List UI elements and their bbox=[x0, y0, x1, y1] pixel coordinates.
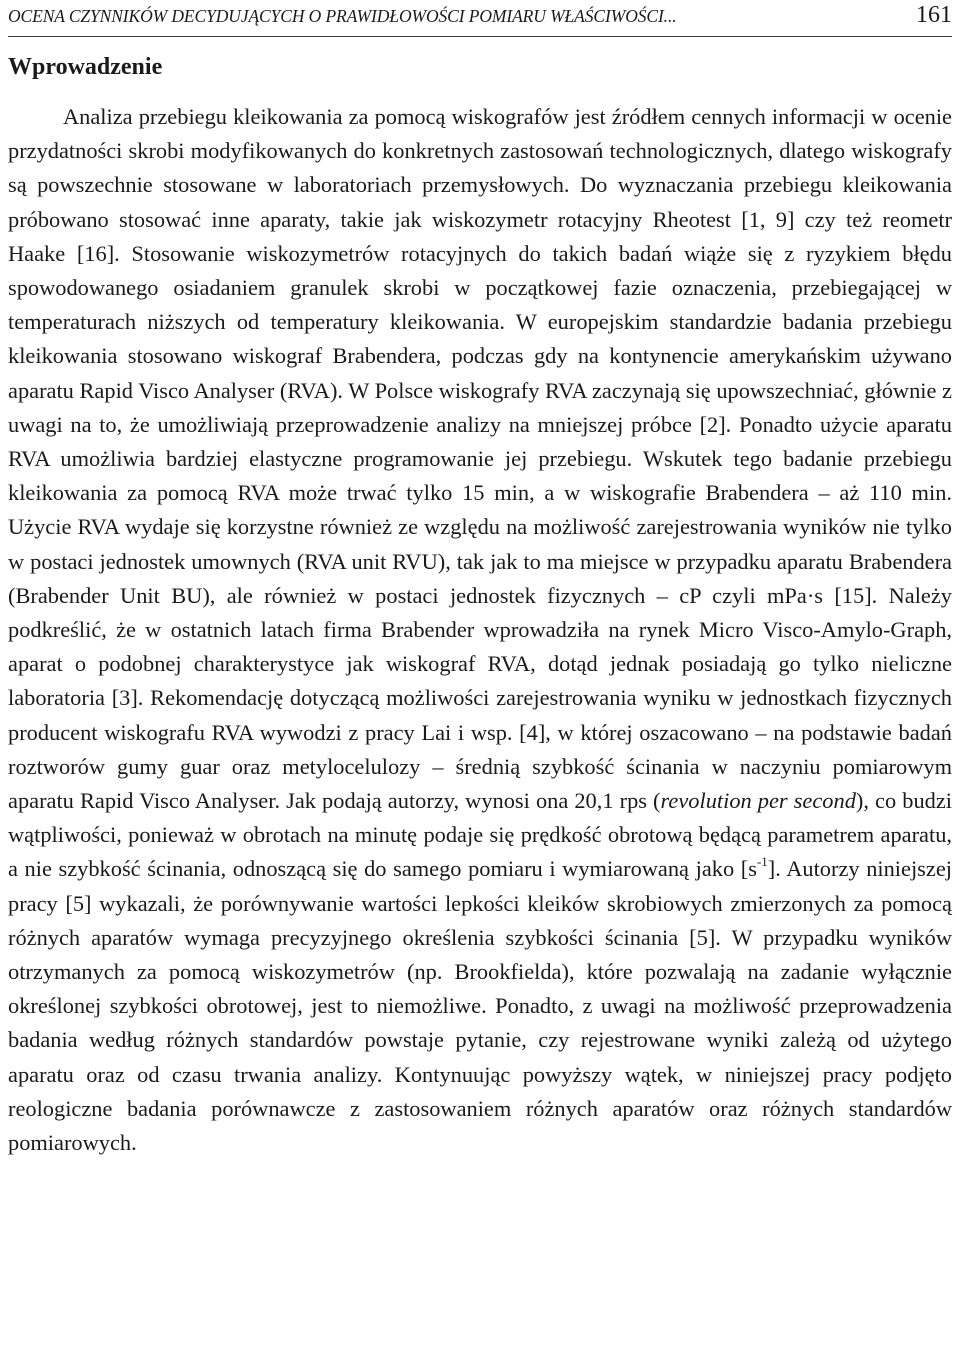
document-page bbox=[8, 0, 952, 1360]
paragraph-italic-term: revolution per second bbox=[660, 788, 856, 814]
body-paragraph bbox=[8, 100, 952, 1160]
page-number: 161 bbox=[916, 2, 952, 28]
paragraph-text-part-1: Analiza przebiegu kleikowania za pomocą wiskografów jest źródłem cennych informacji w ocenie przydatności skrobi modyfikowanych do konkretnych zastosowań technologicznych, dlatego wiskografy są powszechnie stosowane w laboratoriach przemysłowych. Do wyznaczania przebiegu kleikowania próbowano stosować inne aparaty, takie jak wiskozymetr rotacyjny Rheotest [1, 9] czy też reometr Haake [16]. Stosowanie wiskozymetrów rotacyjnych do takich badań wiąże się z ryzykiem błędu spowodowanego osiadaniem granulek skrobi w początkowej fazie oznaczenia, przebiegającej w temperaturach niższych od temperatury kleikowania. W europejskim standardzie badania przebiegu kleikowania stosowano wiskograf Brabendera, podczas gdy na kontynencie amerykańskim używano aparatu Rapid Visco Analyser (RVA). W Polsce wiskografy RVA zaczynają się upowszechniać, głównie z uwagi na to, że umożliwiają przeprowadzenie analizy na mniejszej próbce [2]. Ponadto użycie aparatu RVA umożliwia bardziej elastyczne programowanie jej przebiegu. Wskutek tego badanie przebiegu kleikowania za pomocą RVA może trwać tylko 15 min, a w wiskografie Brabendera – aż 110 min. Użycie RVA wydaje się korzystne również ze względu na możliwość zarejestrowania wyników nie tylko w postaci jednostek umownych (RVA unit RVU), tak jak to ma miejsce w przypadku aparatu Brabendera (Brabender Unit BU), ale również w postaci jednostek fizycznych – cP czyli mPa·s [15]. Należy podkreślić, że w ostatnich latach firma Brabender wprowadziła na rynek Micro Visco-Amylo-Graph, aparat o podobnej charakterystyce jak wiskograf RVA, dotąd jednak posiadają go tylko nieliczne laboratoria [3]. Rekomendację dotyczącą możliwości zarejestrowania wyniku w jednostkach fizycznych producent wiskografu RVA wywodzi z pracy Lai i wsp. [4], w której oszacowano – na podstawie badań roztworów gumy guar oraz metylocelulozy – średnią szybkość ścinania w naczyniu pomiarowym aparatu Rapid Visco Analyser. Jak podają autorzy, wynosi ona 20,1 rps ( bbox=[8, 104, 952, 814]
paragraph-text-part-3: ]. Autorzy niniejszej pracy [5] wykazali, że porównywanie wartości lepkości kleików skrobiowych zmierzonych za pomocą różnych aparatów wymaga precyzyjnego określenia szybkości ścinania [5]. W przypadku wyników otrzymanych za pomocą wiskozymetrów (np. Brookfielda), które pozwalają na zadanie wyłącznie określonej szybkości obrotowej, jest to niemożliwe. Ponadto, z uwagi na możliwość przeprowadzenia badania według różnych standardów powstaje pytanie, czy rejestrowane wyniki zależą od użytego aparatu oraz od czasu trwania analizy. Kontynuując powyższy wątek, w niniejszej pracy podjęto reologiczne badania porównawcze z zastosowaniem różnych aparatów oraz różnych standardów pomiarowych. bbox=[8, 856, 952, 1156]
unit-exponent: -1 bbox=[756, 854, 768, 869]
running-title: OCENA CZYNNIKÓW DECYDUJĄCYCH O PRAWIDŁOWOŚCI POMIARU WŁAŚCIWOŚCI... bbox=[8, 6, 677, 26]
running-header bbox=[8, 0, 952, 37]
section-heading: Wprowadzenie bbox=[8, 54, 163, 80]
paragraph-text-part-2: ), co budzi wątpliwości, ponieważ w obrotach na minutę podaje się prędkość obrotową będącą parametrem aparatu, a nie szybkość ścinania, odnoszącą się do samego pomiaru i wymiarowaną jako [s bbox=[8, 788, 952, 882]
